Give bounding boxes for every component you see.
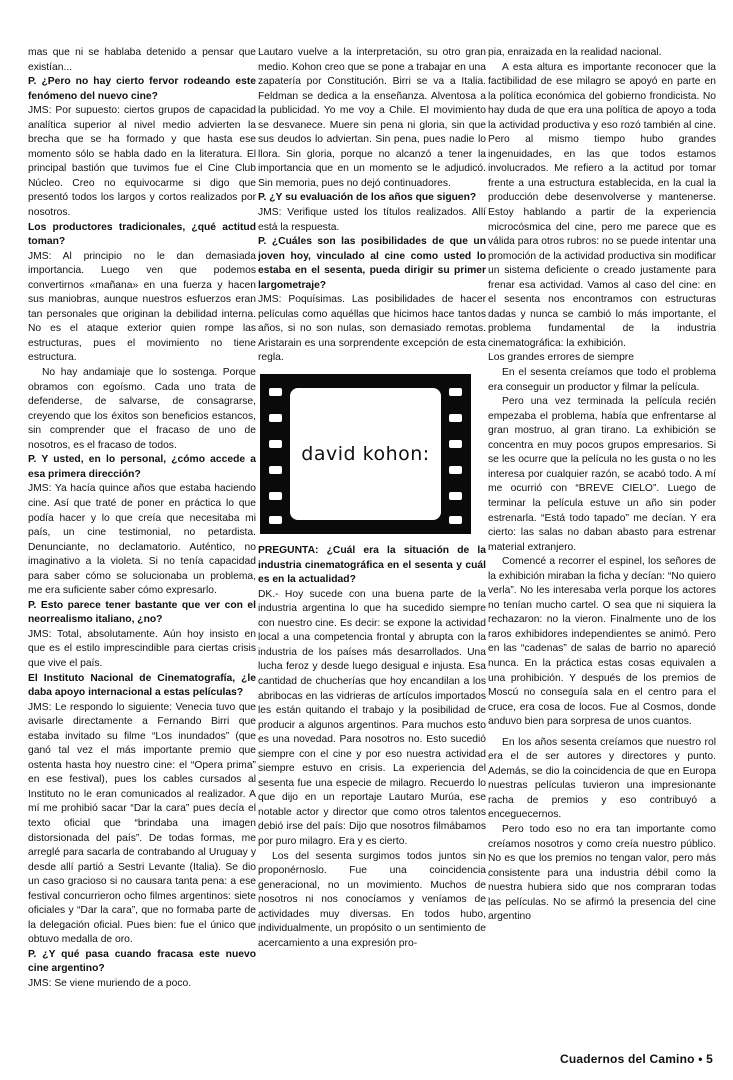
sprocket-hole-icon (449, 516, 462, 524)
column-2-bottom (258, 544, 486, 951)
sprocket-hole-icon (269, 492, 282, 500)
interview-question: Los productores tradicionales, ¿qué actitud toman? (28, 221, 256, 248)
column-1 (28, 46, 256, 1066)
paragraph: JMS: Total, absolutamente. Aún hoy insisto en que es el estilo imprescindible para ciertas crisis que vive el país. (28, 628, 256, 669)
sprocket-hole-icon (449, 466, 462, 474)
sprocket-hole-icon (269, 414, 282, 422)
paragraph: En los años sesenta creíamos que nuestro rol era el de ser autores y directores y punto. Además, se dio la coincidencia de que en Europa nuestras películas tuvieron una impresionante racha de premios y eso contribuyó a enceguecernos. (488, 736, 716, 821)
paragraph: En el sesenta creíamos que todo el problema era conseguir un productor y filmar la película. (488, 367, 716, 393)
paragraph: Pero una vez terminada la película recién empezaba el problema, había que enfrentarse al gran mostruo, al gran tirano. La exhibición se concentra en muy pocos grupos empresarios. Si se les ocurre que la película no les gusta o no les interesa por cualquier razón, se acabó todo. A mí me ocurrió con “BREVE CIELO”. Luego de terminar la película estuve un año sin poder estrenarla. “Está todo tapado” me decían. Y era cierto: las salas no daban abasto para estrenar material extranjero. (488, 396, 716, 553)
paragraph: JMS: Ya hacía quince años que estaba haciendo cine. Así que traté de poner en práctica lo que podía hacer y lo que creía que necesitaba mi país, un cine testimonial, no petardista. Denunciante, no declamatorio. Auténtico, no imaginativo a la violeta. Si no tenía capacidad para saber cómo se solucionaba un problema, me era suficiente saber cómo expresarlo. (28, 483, 256, 597)
interview-question: El Instituto Nacional de Cinematografía, ¿le daba apoyo internacional a estas películas? (28, 672, 256, 699)
paragraph: DK.- Hoy sucede con una buena parte de la industria argentina lo que ha sucedido siempre con nuestro cine. Es decir: se expone la actividad local a una competencia frontal y abrupta con la industria de los países más desarrollados. Una lucha feroz y desde luego desigual e injusta. Esa cantidad de chucherías que hoy encandilan a los abribocas en las vidrieras de artículos importados les están quitando el trabajo y la posibilidad de producir a algunos argentinos. Para muchos esto es una novedad. Para nosotros no. Esto sucedió siempre con el cine y por eso nuestra actividad siempre estuvo en crisis. La experiencia del sesenta fue una especie de milagro. Recuerdo lo que dijo en un reportaje Lautaro Murúa, ese notable actor y director que como otros talentos debió irse del país: Dijo que nosotros filmábamos por puro milagro. Era y es cierto. (258, 588, 486, 847)
sprocket-hole-icon (269, 466, 282, 474)
column-3 (488, 46, 716, 1060)
film-strip-graphic (260, 374, 471, 534)
paragraph: JMS: Le respondo lo siguiente: Venecia tuvo que avisarle directamente a Fernando Birri que estaba invitado su filme “Los inundados” (que ganó tal vez el más importante premio que ostenta hasta hoy nuestro cine: el “Opera prima” en ese festival), pues los cables cursados al Instituto no le eran comunicados al realizador. A mí me prohibió sacar “Dar la cara” pues decía el texto oficial que “brindaba una imagen distorsionada del país”. De todas formas, me arreglé para sacarla de contrabando al Uruguay y desde allí partió a Sestri Levante (Italia). Se dio un caso gracioso si no causara tanta pena: a ese festival concurrieron ocho filmes argentinos: siete oficiales y “Dar la cara”, que no formaba parte de la delegación oficial. Pues bien: fue el único que obtuvo medalla de oro. (28, 701, 256, 946)
film-frame (290, 388, 441, 520)
column-2-top (258, 46, 486, 366)
column-2 (258, 46, 486, 1066)
sprocket-hole-icon (449, 388, 462, 396)
paragraph: Los del sesenta surgimos todos juntos sin proponérnoslo. Fue una coincidencia generacional, no un movimiento. Muchos de nosotros ni nos conocíamos y veníamos de actividades muy diversas. En todos hubo, individualmente, un propósito o un sentimiento de acercamiento a una expresión pro- (258, 850, 486, 949)
paragraph: JMS: Por supuesto: ciertos grupos de capacidad analítica superior al nivel medio advierten la brecha que se ha formado y que hasta ese momento sólo se habla dado en la literatura. El principal bastión que tuvimos fue el Cine Club Núcleo. Creo no equivocarme si digo que presentó todos los largos y cortos realizados por nosotros. (28, 105, 256, 219)
paragraph: Comencé a recorrer el espinel, los señores de la exhibición miraban la ficha y decían: “No quiero verla”. No les interesaba verla porque los actores no tenían mucho cartel. O sea que ni siquiera la rechazaron: no la vieron. Finalmente uno de los raros exhibidores independientes se animó. Pero en las “cadenas” de salas de barrio no apareció nunca. En la práctica estas cosas equivalen a una prohibición. Y después de los premios de Moscú no conseguía sala en el centro para el cruce, era cosa de locos. Fue al Cosmos, donde anduvo bien para sorpresa de unos cuantos. (488, 556, 716, 728)
interview-question: P. ¿Cuáles son las posibilidades de que un joven hoy, vinculado al cine como usted lo estaba en el sesenta, pueda dirigir su primer largometraje? (258, 236, 486, 291)
interview-question: P. Esto parece tener bastante que ver con el neorrealismo italiano, ¿no? (28, 599, 256, 626)
interview-question: P. Y usted, en lo personal, ¿cómo accede a esa primera dirección? (28, 454, 256, 480)
sprocket-hole-icon (269, 388, 282, 396)
interview-question: P. ¿Y qué pasa cuando fracasa este nuevo cine argentino? (28, 948, 256, 975)
paragraph: Pero todo eso no era tan importante como creíamos nosotros y como creía nuestro público. No es que los premios no tengan valor, pero más consistente para una industria débil como la nuestra hubiera sido que nos compraran todas las películas. No se afirmó la presencia del cine argentino (488, 823, 716, 923)
page-footer: Cuadernos del Camino • 5 (559, 1052, 713, 1066)
interview-title: david kohon: (301, 442, 430, 465)
paragraph: No hay andamiaje que lo sostenga. Porque obramos con egoísmo. Cada uno trata de defenderse, de salvarse, de consagrarse, creyendo que los éxitos son beneficios estancos, sin comprender que el fracaso de uno de nosotros, es el fracaso de todos. (28, 367, 256, 451)
interview-question: P. ¿Pero no hay cierto fervor rodeando este fenómeno del nuevo cine? (28, 76, 256, 102)
sprocket-hole-icon (269, 440, 282, 448)
interview-question: P. ¿Y su evaluación de los años que siguen? (258, 192, 477, 204)
paragraph: JMS: Al principio no le dan demasiada importancia. Luego ven que podemos convertirnos «mañana» en una fuerza y hacen sus maniobras, aunque nuestros esfuerzos eran tan personales que originan la debilidad interna. No es el ataque exterior quien rompe las estructuras, pues el movimiento no tiene estructura. (28, 250, 256, 364)
paragraph: JMS: Se viene muriendo de a poco. (28, 978, 192, 989)
sprocket-hole-icon (449, 414, 462, 422)
paragraph: JMS: Poquísimas. Las posibilidades de hacer películas como aquéllas que hicimos hace tantos años, si no son nulas, son demasiado remotas. Aristarain es una sorprendente excepción de esta regla. (258, 294, 486, 364)
interview-question: PREGUNTA: ¿Cuál era la situación de la industria cinematográfica en el sesenta y cuál es en la actualidad? (258, 545, 486, 586)
paragraph: A esta altura es importante reconocer que la factibilidad de ese milagro se apoyó en parte en la política económica del gobierno frondicista. No hay duda de que era una política de apoyo a toda la actividad productiva y eso rozó también al cine. Pero al mismo tiempo hubo grandes ingenuidades, en las que todos estamos involucrados. Me refiero a la actitud por tomar frente a una estructura establecida, en la cual la producción debe desenvolverse y mantenerse. Estoy hablando a partir de la experiencia microcósmica del cine, pero me parece que es válida para otros rubros: no se puede intentar una promoción de la actividad productiva sin modificar un sistema deficiente o creado justamente para frenar esa actividad. Vamos al caso del cine: en el sesenta nos encontramos con estructuras dadas y nunca se cambió lo más importante, el problema fundamental de la industria cinematográfica: la exhibición. (488, 61, 716, 349)
sprocket-hole-icon (449, 440, 462, 448)
sprocket-hole-icon (269, 516, 282, 524)
paragraph: mas que ni se hablaba detenido a pensar que existían... (28, 47, 256, 73)
paragraph: pia, enraizada en la realidad nacional. (488, 47, 662, 58)
sprocket-hole-icon (449, 492, 462, 500)
paragraph: JMS: Verifique usted los títulos realizados. Allí está la respuesta. (258, 207, 486, 233)
paragraph: Los grandes errores de siempre (488, 352, 634, 364)
paragraph: Lautaro vuelve a la interpretación, su otro gran medio. Kohon creo que se pone a trabajar en una zapatería por Constitución. Birri se va a Italia. Feldman se dedica a la enseñanza. Alventosa a la publicidad. Yo me voy a Chile. El movimiento se desvanece. Muere sin pena ni gloria, sin que sus deudos lo adviertan. Sin pena, pues nadie lo llora. Sin gloria, porque no alcanzó a tener la importancia que en un momento se le adjudicó. Sin memoria, pues no dejó continuadores. (258, 47, 486, 189)
